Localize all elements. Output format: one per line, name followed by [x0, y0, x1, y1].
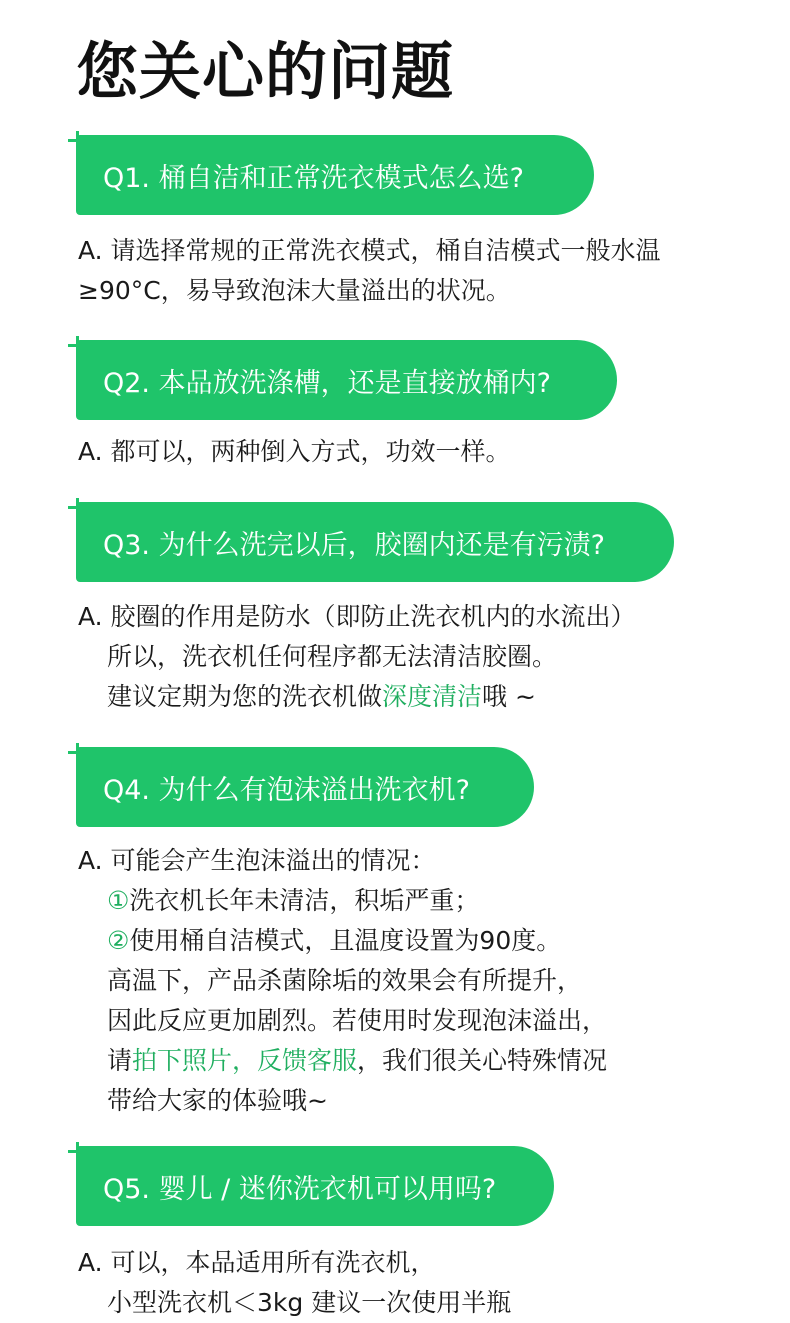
answer-text: 使用桶自洁模式，且温度设置为90度。 — [129, 926, 562, 955]
question-text: Q5. 婴儿 / 迷你洗衣机可以用吗? — [103, 1173, 497, 1205]
answer-line: A. 请选择常规的正常洗衣模式，桶自洁模式一般水温 — [78, 236, 661, 265]
answer-block — [78, 432, 511, 472]
answer-line: ≥90°C，易导致泡沫大量溢出的状况。 — [78, 276, 511, 305]
question-text: Q3. 为什么洗完以后，胶圈内还是有污渍? — [103, 529, 605, 561]
question-banner — [76, 1146, 554, 1226]
answer-text: ，我们很关心特殊情况 — [357, 1046, 608, 1075]
answer-line: 所以，洗衣机任何程序都无法清洁胶圈。 — [107, 642, 558, 671]
feedback-highlight: 拍下照片，反馈客服 — [132, 1046, 358, 1075]
question-text: Q1. 桶自洁和正常洗衣模式怎么选? — [103, 162, 524, 194]
answer-line: A. 都可以，两种倒入方式，功效一样。 — [78, 437, 511, 466]
question-banner — [76, 502, 674, 582]
circled-number-1: ① — [107, 886, 130, 915]
question-banner — [76, 747, 534, 827]
answer-text: 请 — [107, 1046, 133, 1075]
question-banner — [76, 135, 594, 215]
page-title: 您关心的问题 — [76, 35, 455, 108]
question-banner — [76, 340, 617, 420]
answer-block — [78, 1243, 511, 1323]
answer-line: A. 胶圈的作用是防水（即防止洗衣机内的水流出） — [78, 602, 636, 631]
answer-block — [78, 231, 661, 311]
answer-line: 带给大家的体验哦~ — [107, 1086, 328, 1115]
question-text: Q4. 为什么有泡沫溢出洗衣机? — [103, 774, 470, 806]
answer-line: 高温下，产品杀菌除垢的效果会有所提升， — [107, 966, 583, 995]
answer-block — [78, 597, 636, 717]
answer-text: 洗衣机长年未清洁，积垢严重； — [129, 886, 480, 915]
answer-line: A. 可能会产生泡沫溢出的情况： — [78, 846, 436, 875]
answer-line: 因此反应更加剧烈。若使用时发现泡沫溢出， — [107, 1006, 608, 1035]
answer-line — [78, 881, 607, 921]
answer-line — [78, 677, 636, 717]
answer-line: 小型洗衣机＜3kg 建议一次使用半瓶 — [107, 1288, 512, 1317]
answer-block — [78, 841, 607, 1121]
deep-clean-highlight: 深度清洁 — [382, 682, 483, 711]
question-text: Q2. 本品放洗涤槽，还是直接放桶内? — [103, 367, 551, 399]
answer-text: 哦 ~ — [482, 682, 536, 711]
answer-line: A. 可以，本品适用所有洗衣机， — [78, 1248, 436, 1277]
answer-line — [78, 1041, 607, 1081]
answer-text: 建议定期为您的洗衣机做 — [107, 682, 383, 711]
circled-number-2: ② — [107, 926, 130, 955]
answer-line — [78, 921, 607, 961]
